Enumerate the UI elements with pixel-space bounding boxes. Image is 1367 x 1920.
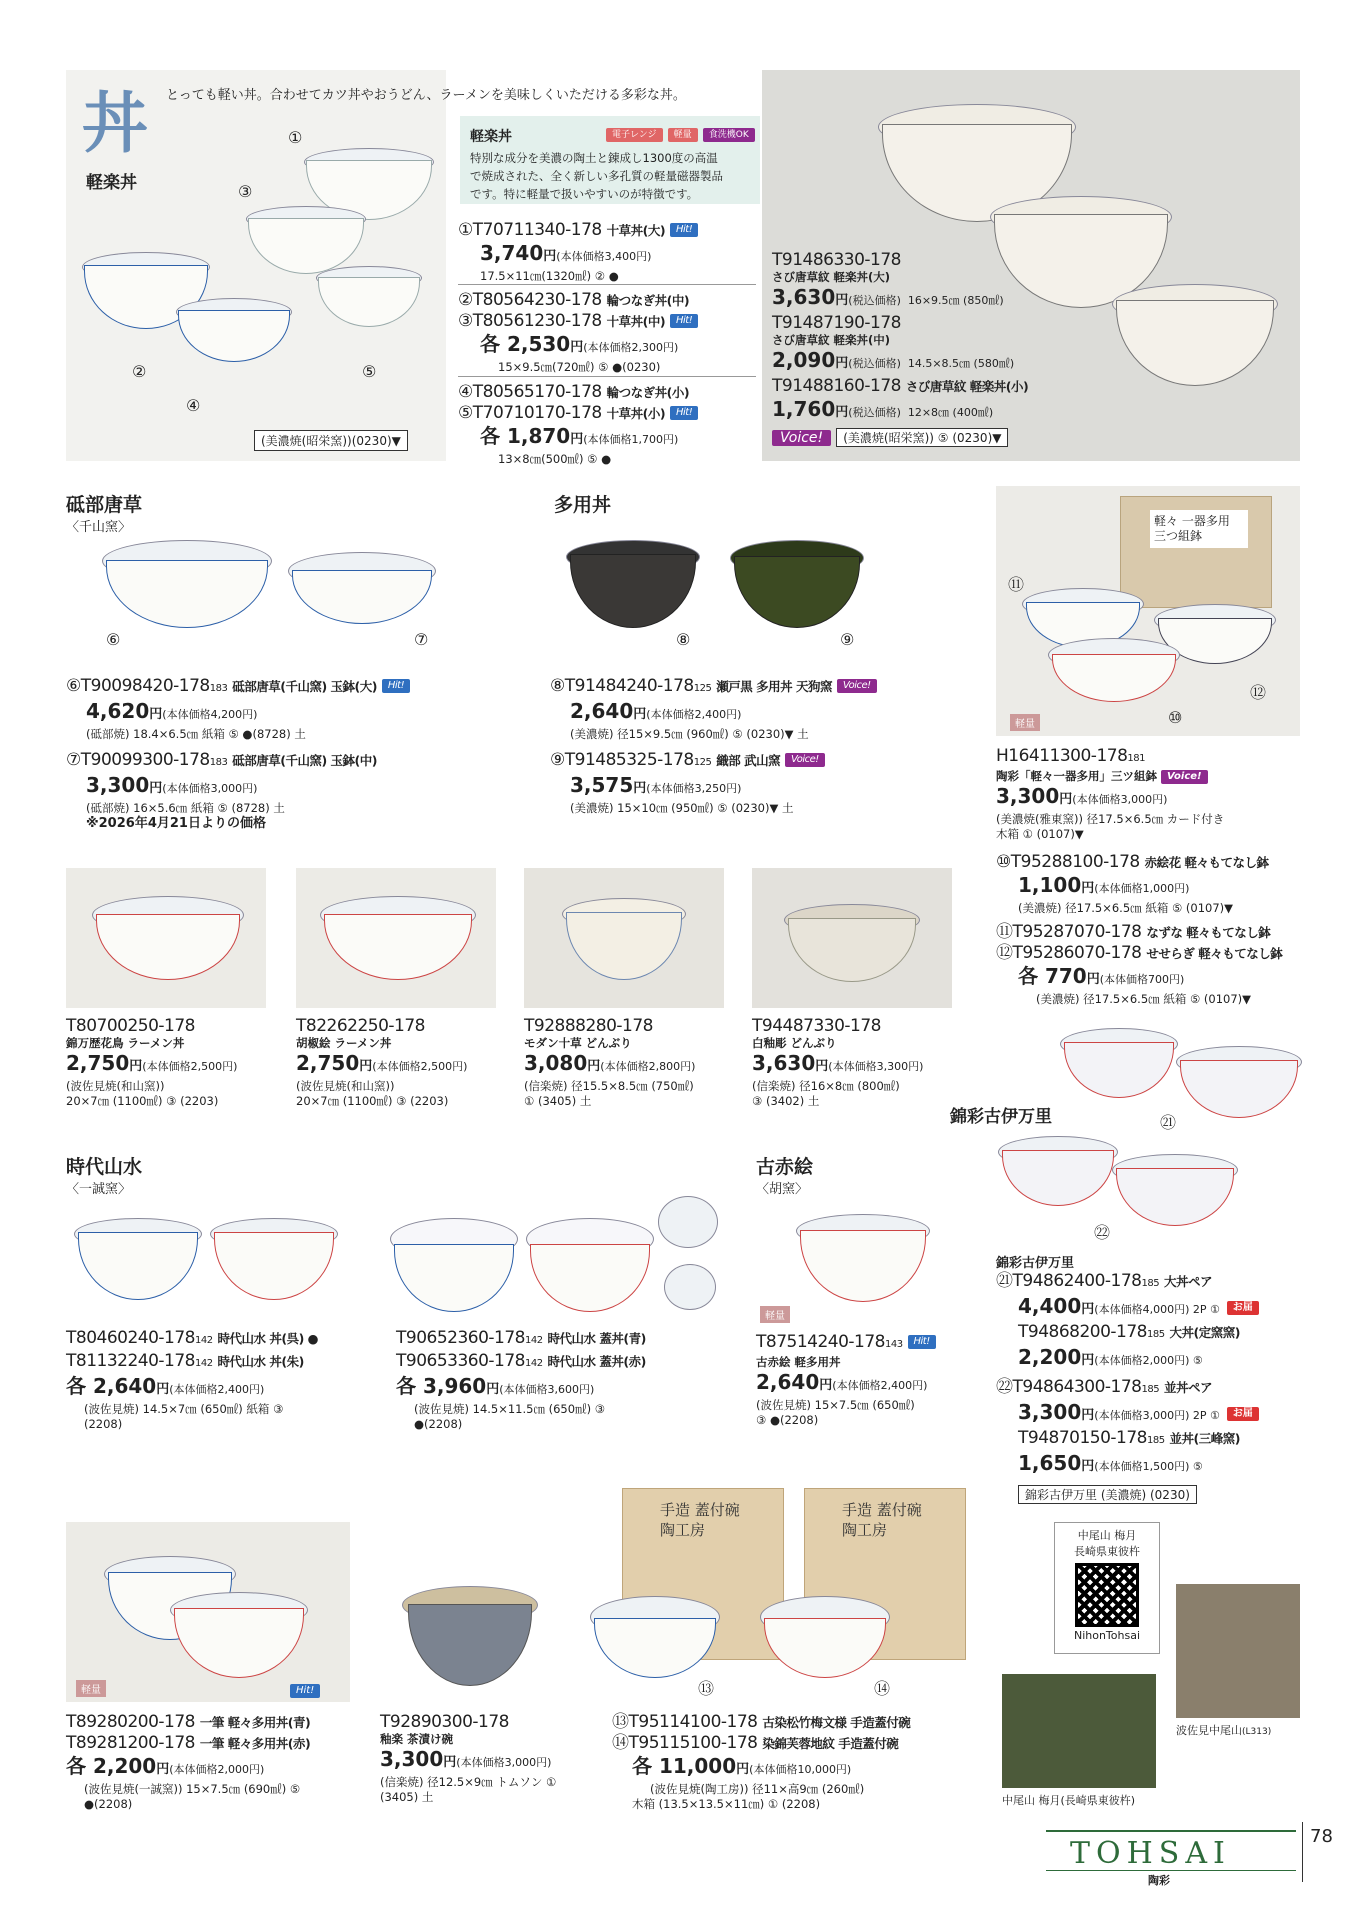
product-code: ⑫T95286070-178 — [996, 943, 1142, 963]
product-price: 3,300 — [86, 773, 150, 797]
hit-badge: Hit! — [670, 314, 698, 328]
photo-caption: 中尾山 梅月(長崎県東彼杵) — [1002, 1794, 1136, 1807]
item-number: ⑧ — [676, 630, 691, 649]
footer-rule — [1046, 1870, 1296, 1871]
catalog-number: 185 — [1141, 1278, 1160, 1289]
section-title: 錦彩古伊万里 — [950, 1107, 1052, 1127]
product-name: 陶彩「軽々一器多用」三ツ組鉢 — [996, 769, 1157, 783]
item-number: ㉒ — [1094, 1223, 1111, 1242]
product-detail: (波佐見焼) 14.5×7㎝ (650㎖) 紙箱 ③ — [84, 1402, 284, 1416]
hit-badge: Hit! — [670, 406, 698, 420]
product-price: 各 2,530 — [480, 332, 571, 356]
hit-badge: Hit! — [382, 679, 410, 693]
product-price: 各 2,640 — [66, 1374, 157, 1398]
item-number: ⑥ — [106, 630, 121, 649]
product-name: 並丼(三峰窯) — [1169, 1431, 1240, 1446]
caption-text: 波佐見中尾山 — [1176, 1724, 1242, 1737]
product-name: 染錦芙蓉地紋 手造蓋付碗 — [762, 1736, 899, 1751]
brand-logo-sub: 陶彩 — [1148, 1874, 1170, 1887]
product-price: 3,740 — [480, 241, 544, 265]
product-detail: (美濃焼) 径17.5×6.5㎝ 紙箱 ⑤ (0107)▼ — [1018, 901, 1234, 915]
product-code: T89280200-178 — [66, 1712, 195, 1732]
product-detail: (信楽焼) 径16×8㎝ (800㎖) — [752, 1079, 900, 1093]
product-price: 2,090 — [772, 348, 836, 372]
section-title: 砥部唐草 — [66, 494, 143, 516]
product-entry: T87514240-178143 Hit! 古赤絵 軽多用丼 2,640円(本体価格2,400円) (波佐見焼) 15×7.5㎝ (650㎖) ③ ●(2208) — [756, 1332, 936, 1428]
product-detail: (3405) 土 — [380, 1790, 434, 1804]
hit-badge: Hit! — [908, 1335, 936, 1349]
product-name: 並丼ペア — [1164, 1380, 1213, 1395]
product-entry: T89280200-178 一筆 軽々多用丼(青) T89281200-178 一筆 軽々多用丼(赤) 各 2,200円(本体価格2,000円) (波佐見焼(一誠窯)) 15×7.5㎝ (690㎖) ⑤ ●(2208) — [66, 1712, 311, 1811]
footer-rule — [1046, 1830, 1296, 1832]
info-tags — [606, 124, 755, 143]
product-detail: (波佐見焼(陶工房)) 径11×高9㎝ (260㎖) — [650, 1782, 865, 1796]
box-label: 手造 蓋付碗 陶工房 — [842, 1501, 922, 1539]
catalog-number: 183 — [209, 757, 228, 768]
page-number: 78 — [1310, 1826, 1333, 1847]
product-code: T92888280-178 — [524, 1016, 653, 1036]
product-detail: (美濃焼) 径15×9.5㎝ (960㎖) ⑤ (0230)▼ 土 — [570, 727, 809, 741]
series-label: 錦彩古伊万里 — [996, 1256, 1075, 1271]
product-name: 白釉彫 どんぶり — [752, 1036, 837, 1050]
product-price: 2,640 — [756, 1370, 820, 1394]
product-name: 時代山水 丼(朱) — [217, 1354, 304, 1369]
voice-badge: Voice! — [1161, 770, 1208, 784]
tax-note: (税込価格) — [848, 406, 901, 419]
catalog-number: 181 — [1127, 753, 1145, 764]
page-divider — [1302, 1822, 1303, 1882]
tax-note: (本体価格2,500円) — [372, 1060, 468, 1073]
brand-logo: TOHSAI — [1070, 1836, 1231, 1871]
microwave-tag: 電子レンジ — [606, 128, 663, 142]
product-price: 各 770 — [1018, 964, 1087, 988]
section-subtitle: 〈胡窯〉 — [756, 1182, 809, 1197]
bowl-illustration — [394, 1244, 514, 1312]
product-detail: (波佐見焼(和山窯)) — [296, 1079, 395, 1093]
product-code: ⑪T95287070-178 — [996, 922, 1142, 942]
bowl-illustration — [800, 1230, 926, 1302]
maker-box: (美濃焼(昭栄窯))(0230)▼ — [254, 430, 408, 451]
section-title: 多用丼 — [554, 494, 612, 516]
product-detail: (美濃焼(雅東窯)) 径17.5×6.5㎝ カード付き — [996, 812, 1225, 826]
light-badge: 軽量 — [76, 1680, 106, 1697]
product-entry: T94487330-178 白釉彫 どんぶり 3,630円(本体価格3,300円) (信楽焼) 径16×8㎝ (800㎖) ③ (3402) 土 — [752, 1016, 924, 1108]
product-name: 釉楽 茶漬け碗 — [380, 1732, 454, 1746]
product-entry: ②T80564230-178 輪つなぎ丼(中) ③T80561230-178 十草丼(中) Hit! 各 2,530円(本体価格2,300円) 15×9.5㎝(720㎖) ⑤ ●(0230) — [458, 290, 698, 375]
don-label: 軽楽丼 — [86, 173, 137, 193]
product-name: 時代山水 蓋丼(赤) — [547, 1354, 646, 1369]
dishwasher-tag: 食洗機OK — [703, 128, 755, 142]
tax-note: (本体価格2,500円) — [142, 1060, 238, 1073]
product-name: 錦万歴花鳥 ラーメン丼 — [66, 1036, 185, 1050]
product-code: T94870150-178 — [1018, 1428, 1147, 1448]
product-code: ⑦T90099300-178 — [66, 750, 210, 770]
product-code: T81132240-178 — [66, 1351, 195, 1371]
catalog-number: 183 — [209, 683, 228, 694]
product-name: 十草丼(中) — [606, 314, 666, 329]
product-detail: (砥部焼) 18.4×6.5㎝ 紙箱 ⑤ ●(8728) 土 — [86, 727, 306, 741]
product-price: 3,300 — [996, 784, 1060, 808]
don-kanji: 丼 — [82, 84, 148, 162]
product-code: T90653360-178 — [396, 1351, 525, 1371]
voice-badge: Voice! — [837, 679, 877, 693]
product-name: 織部 武山窯 — [716, 753, 781, 768]
product-price: 2,640 — [570, 699, 634, 723]
qr-title: 長崎県東彼杵 — [1074, 1545, 1140, 1558]
tax-note: (本体価格1,500円) ⑤ — [1094, 1460, 1203, 1473]
product-name: 砥部唐草(千山窯) 玉鉢(大) — [232, 679, 377, 694]
light-tag: 軽量 — [668, 128, 698, 142]
tax-note: (本体価格3,000円) — [456, 1756, 552, 1769]
product-entry: ④T80565170-178 輪つなぎ丼(小) ⑤T70710170-178 十草丼(小) Hit! 各 1,870円(本体価格1,700円) 13×8㎝(500㎖) ⑤ ● — [458, 382, 698, 467]
product-detail: 17.5×11㎝(1320㎖) ② ● — [480, 269, 619, 283]
product-price: 2,750 — [66, 1051, 130, 1075]
box-label: 軽々 一器多用 三つ組鉢 — [1150, 510, 1248, 548]
tax-note: (本体価格3,400円) — [556, 250, 652, 263]
product-code: ⑤T70710170-178 — [458, 403, 602, 423]
hit-badge: Hit! — [670, 223, 698, 237]
catalog-number: 185 — [1147, 1435, 1165, 1446]
product-detail: (波佐見焼) 15×7.5㎝ (650㎖) — [756, 1398, 915, 1412]
tax-note: (本体価格2,000円) ⑤ — [1094, 1354, 1203, 1367]
caption-ref: (L313) — [1242, 1727, 1272, 1737]
product-code: ③T80561230-178 — [458, 311, 602, 331]
tax-note: (本体価格3,000円) — [1072, 793, 1168, 806]
product-code: T91487190-178 — [772, 313, 901, 333]
product-price: 4,400 — [1018, 1294, 1082, 1318]
product-detail: (美濃焼) 径17.5×6.5㎝ 紙箱 ⑤ (0107)▼ — [1036, 992, 1252, 1006]
product-name: 時代山水 蓋丼(青) — [547, 1331, 646, 1346]
product-entry: T80460240-178142 時代山水 丼(呉) ● T81132240-178142 時代山水 丼(朱) 各 2,640円(本体価格2,400円) (波佐見焼) 14.5×7㎝ (650㎖) 紙箱 ③ (2208) — [66, 1328, 319, 1431]
product-detail: (2208) — [84, 1417, 123, 1431]
product-code: ⑥T90098420-178 — [66, 676, 210, 696]
product-entry: ⑦T90099300-178183 砥部唐草(千山窯) 玉鉢(中) 3,300円(本体価格3,000円) (砥部焼) 16×5.6㎝ 紙箱 ⑤ (8728) 土 ※2026年4月21日よりの価格 — [66, 750, 377, 831]
info-text: で焼成された、全く新しい多孔質の軽量磁器製品 — [470, 169, 723, 183]
product-detail: 20×7㎝ (1100㎖) ③ (2203) — [296, 1094, 449, 1108]
bowl-illustration — [292, 570, 432, 624]
tax-note: (本体価格3,300円) — [828, 1060, 924, 1073]
item-number: ③ — [238, 182, 253, 201]
bowl-illustration — [1180, 1060, 1298, 1118]
delivery-badge: お届 — [1227, 1301, 1259, 1315]
tax-note: (本体価格1,000円) — [1094, 882, 1190, 895]
tax-note: (本体価格2,400円) — [169, 1383, 265, 1396]
product-price: 1,760 — [772, 397, 836, 421]
item-number: ② — [132, 362, 147, 381]
bowl-illustration — [1116, 1168, 1234, 1226]
product-detail: 木箱 ① (0107)▼ — [996, 827, 1084, 841]
product-detail: ●(2208) — [84, 1797, 133, 1811]
product-code: ①T70711340-178 — [458, 220, 602, 240]
product-name: 十草丼(小) — [606, 406, 666, 421]
product-price: 3,080 — [524, 1051, 588, 1075]
qr-panel — [1054, 1522, 1160, 1654]
maker-box: 錦彩古伊万里 (美濃焼) (0230) — [1018, 1485, 1197, 1504]
product-price: 3,300 — [1018, 1400, 1082, 1424]
product-code: T89281200-178 — [66, 1733, 195, 1753]
price-note: ※2026年4月21日よりの価格 — [86, 816, 266, 831]
product-name: 輪つなぎ丼(小) — [606, 385, 690, 400]
catalog-number: 142 — [195, 1358, 213, 1369]
item-number: ⑨ — [840, 630, 855, 649]
product-name: 時代山水 丼(呉) ● — [217, 1331, 319, 1346]
product-price: 1,100 — [1018, 873, 1082, 897]
tax-note: (本体価格2,000円) — [169, 1763, 265, 1776]
item-number: ⑩ — [1168, 708, 1183, 727]
catalog-number: 143 — [885, 1339, 903, 1350]
product-entry: ⑧T91484240-178125 瀬戸黒 多用丼 天狗窯 Voice! 2,640円(本体価格2,400円) (美濃焼) 径15×9.5㎝ (960㎖) ⑤ (0230)▼ 土 — [550, 676, 877, 742]
product-code: T82262250-178 — [296, 1016, 425, 1036]
product-price: 3,575 — [570, 773, 634, 797]
product-entry: ⑬T95114100-178 古染松竹梅文様 手造蓋付碗 ⑭T95115100-178 染錦芙蓉地紋 手造蓋付碗 各 11,000円(本体価格10,000円) (波佐見焼(陶工房)) 径11×高9㎝ (260㎖) 木箱 (13.5×13.5×11㎝) ① (2208) — [612, 1712, 911, 1811]
bowl-illustration — [658, 1196, 718, 1248]
product-price: 3,630 — [772, 285, 836, 309]
product-code: T94487330-178 — [752, 1016, 881, 1036]
item-number: ⑪ — [1008, 575, 1025, 594]
product-entry: ⑪T95287070-178 なずな 軽々もてなし鉢 ⑫T95286070-178 せせらぎ 軽々もてなし鉢 各 770円(本体価格700円) (美濃焼) 径17.5×6.5㎝ 紙箱 ⑤ (0107)▼ — [996, 922, 1283, 1006]
product-price: 2,750 — [296, 1051, 360, 1075]
delivery-badge: お届 — [1227, 1407, 1259, 1421]
product-code: ㉒T94864300-178 — [996, 1377, 1142, 1397]
tax-note: (本体価格3,000円) — [162, 782, 258, 795]
product-name: 大丼ペア — [1164, 1274, 1213, 1289]
product-detail: ③ ●(2208) — [756, 1413, 819, 1427]
product-code: ⑨T91485325-178 — [550, 750, 694, 770]
tax-note: (本体価格700円) — [1099, 973, 1185, 986]
item-number: ⑬ — [698, 1679, 715, 1698]
item-number: ⑤ — [362, 362, 377, 381]
catalog-number: 185 — [1141, 1384, 1160, 1395]
tax-note: (本体価格4,200円) — [162, 708, 258, 721]
section-title: 時代山水 — [66, 1156, 143, 1178]
product-code: T92890300-178 — [380, 1712, 509, 1732]
product-code: T90652360-178 — [396, 1328, 525, 1348]
product-entry: ①T70711340-178 十草丼(大) Hit! 3,740円(本体価格3,400円) 17.5×11㎝(1320㎖) ② ● — [458, 220, 698, 284]
product-code: ④T80565170-178 — [458, 382, 602, 402]
landscape-photo — [1176, 1584, 1300, 1718]
bowl-illustration — [734, 556, 860, 628]
divider — [458, 376, 756, 377]
item-number: ① — [288, 128, 303, 147]
don-intro: とっても軽い丼。合わせてカツ丼やおうどん、ラーメンを美味しくいただける多彩な丼。 — [166, 88, 686, 103]
section-subtitle: 〈千山窯〉 — [66, 520, 132, 535]
product-detail: ③ (3402) 土 — [752, 1094, 820, 1108]
tax-note: (本体価格3,000円) 2P ① — [1094, 1409, 1220, 1422]
tax-note: (本体価格3,250円) — [646, 782, 742, 795]
product-price: 2,200 — [1018, 1345, 1082, 1369]
bowl-illustration — [594, 1618, 716, 1678]
product-code: ㉑T94862400-178 — [996, 1271, 1142, 1291]
product-price: 各 3,960 — [396, 1374, 487, 1398]
catalog-number: 125 — [693, 757, 712, 768]
product-code: H16411300-178 — [996, 746, 1128, 766]
product-entry: T80700250-178 錦万歴花鳥 ラーメン丼 2,750円(本体価格2,500円) (波佐見焼(和山窯)) 20×7㎝ (1100㎖) ③ (2203) — [66, 1016, 238, 1108]
product-name: 古赤絵 軽多用丼 — [756, 1355, 841, 1369]
product-entry: T91486330-178 さび唐草紋 軽楽丼(大) 3,630円(税込価格) 16×9.5㎝ (850㎖) T91487190-178 さび唐草紋 軽楽丼(中) 2,090円(税込価格) 14.5×8.5㎝ (580㎖) T91488160-178 さび唐草紋 軽楽丼(小) 1,760円(税込価格) 12×8㎝ (400㎖) Voice! (美濃焼(昭栄窯)) ⑤ (0230)▼ — [772, 250, 1029, 446]
bowl-illustration — [106, 560, 268, 628]
product-name: 瀬戸黒 多用丼 天狗窯 — [716, 679, 832, 694]
product-code: T87514240-178 — [756, 1332, 885, 1352]
product-code: ②T80564230-178 — [458, 290, 602, 310]
product-name: 古染松竹梅文様 手造蓋付碗 — [762, 1715, 911, 1730]
product-entry: T92888280-178 モダン十草 どんぶり 3,080円(本体価格2,800円) (信楽焼) 径15.5×8.5㎝ (750㎖) ① (3405) 土 — [524, 1016, 696, 1108]
product-name: 砥部唐草(千山窯) 玉鉢(中) — [232, 753, 377, 768]
photo-caption — [1176, 1722, 1271, 1738]
item-number: ⑫ — [1250, 683, 1267, 702]
info-text: 特別な成分を美濃の陶土と錬成し1300度の高温 — [470, 151, 718, 165]
product-code: ⑭T95115100-178 — [612, 1733, 758, 1753]
product-detail: ① (3405) 土 — [524, 1094, 592, 1108]
item-number: ⑭ — [874, 1679, 891, 1698]
bowl-illustration — [1002, 1150, 1114, 1206]
product-name: 赤絵花 軽々もてなし鉢 — [1144, 855, 1269, 870]
product-entry: 錦彩古伊万里 ㉑T94862400-178185 大丼ペア 4,400円(本体価格4,000円) 2P ① お届 T94868200-178185 大丼(定窯窯) 2,200円(本体価格2,000円) ⑤ ㉒T94864300-178185 並丼ペア 3,300円(本体価格3,000円) 2P ① お届 T94870150-178185 並丼(三峰窯) 1,650円(本体価格1,500円) ⑤ 錦彩古伊万里 (美濃焼) (0230) — [996, 1256, 1259, 1504]
tax-note: (本体価格2,400円) — [646, 708, 742, 721]
product-detail: (信楽焼) 径12.5×9㎝ トムソン ① — [380, 1775, 557, 1789]
tax-note: (本体価格3,600円) — [499, 1383, 595, 1396]
catalog-number: 142 — [195, 1335, 213, 1346]
product-entry: H16411300-178181 陶彩「軽々一器多用」三ツ組鉢 Voice! 3,300円(本体価格3,000円) (美濃焼(雅東窯)) 径17.5×6.5㎝ カード付き 木箱 ① (0107)▼ — [996, 746, 1225, 841]
voice-badge: Voice! — [772, 430, 831, 446]
product-name: せせらぎ 軽々もてなし鉢 — [1146, 946, 1283, 961]
product-entry: ⑨T91485325-178125 織部 武山窯 Voice! 3,575円(本体価格3,250円) (美濃焼) 15×10㎝ (950㎖) ⑤ (0230)▼ 土 — [550, 750, 825, 816]
product-detail: 12×8㎝ (400㎖) — [907, 406, 994, 419]
product-price: 1,650 — [1018, 1451, 1082, 1475]
maker-box: (美濃焼(昭栄窯)) ⑤ (0230)▼ — [836, 428, 1008, 447]
qr-code-icon[interactable] — [1075, 1563, 1139, 1627]
product-detail: 16×9.5㎝ (850㎖) — [907, 294, 1004, 307]
product-price: 3,300 — [380, 1747, 444, 1771]
bowl-illustration — [408, 1604, 532, 1686]
bowl-illustration — [214, 1232, 334, 1300]
product-entry: T82262250-178 胡椒絵 ラーメン丼 2,750円(本体価格2,500円) (波佐見焼(和山窯)) 20×7㎝ (1100㎖) ③ (2203) — [296, 1016, 468, 1108]
product-detail: 13×8㎝(500㎖) ⑤ ● — [498, 452, 612, 466]
product-entry: ⑩T95288100-178 赤絵花 軽々もてなし鉢 1,100円(本体価格1,000円) (美濃焼) 径17.5×6.5㎝ 紙箱 ⑤ (0107)▼ — [996, 852, 1269, 915]
tax-note: (本体価格4,000円) 2P ① — [1094, 1303, 1220, 1316]
product-name: さび唐草紋 軽楽丼(中) — [772, 333, 891, 347]
product-name: モダン十草 どんぶり — [524, 1036, 632, 1050]
product-price: 各 1,870 — [480, 424, 571, 448]
product-code: T80460240-178 — [66, 1328, 195, 1348]
voice-badge: Voice! — [785, 753, 825, 767]
product-name: 十草丼(大) — [606, 223, 666, 238]
qr-title: 中尾山 梅月 — [1077, 1529, 1137, 1542]
product-name: 輪つなぎ丼(中) — [606, 293, 690, 308]
qr-brand: NihonTohsai — [1073, 1629, 1141, 1642]
light-badge: 軽量 — [1010, 714, 1040, 731]
product-name: 一筆 軽々多用丼(青) — [199, 1715, 311, 1730]
item-number: ㉑ — [1160, 1113, 1177, 1132]
product-price: 各 2,200 — [66, 1754, 157, 1778]
product-price: 4,620 — [86, 699, 150, 723]
tax-note: (本体価格2,300円) — [583, 341, 679, 354]
product-code: T91488160-178 — [772, 376, 901, 396]
tax-note: (本体価格10,000円) — [749, 1763, 852, 1776]
bowl-illustration — [570, 554, 696, 628]
product-name: 大丼(定窯窯) — [1169, 1325, 1240, 1340]
info-text: です。特に軽量で扱いやすいのが特徴です。 — [470, 187, 699, 201]
bowl-illustration — [764, 1618, 886, 1678]
product-name: さび唐草紋 軽楽丼(大) — [772, 270, 891, 284]
product-code: ⑩T95288100-178 — [996, 852, 1140, 872]
tax-note: (本体価格1,700円) — [583, 433, 679, 446]
hit-badge: Hit! — [290, 1684, 320, 1698]
product-detail: (信楽焼) 径15.5×8.5㎝ (750㎖) — [524, 1079, 694, 1093]
catalog-number: 142 — [525, 1335, 543, 1346]
product-detail: (波佐見焼(和山窯)) — [66, 1079, 165, 1093]
product-detail: 20×7㎝ (1100㎖) ③ (2203) — [66, 1094, 219, 1108]
product-name: 胡椒絵 ラーメン丼 — [296, 1036, 392, 1050]
divider — [458, 284, 756, 285]
catalog-number: 125 — [693, 683, 712, 694]
product-detail: (波佐見焼(一誠窯)) 15×7.5㎝ (690㎖) ⑤ — [84, 1782, 301, 1796]
waterfall-photo — [1002, 1674, 1156, 1788]
section-subtitle: 〈一誠窯〉 — [66, 1182, 132, 1197]
product-code: T91486330-178 — [772, 250, 901, 270]
product-detail: (砥部焼) 16×5.6㎝ 紙箱 ⑤ (8728) 土 — [86, 801, 285, 815]
item-number: ④ — [186, 396, 201, 415]
tax-note: (税込価格) — [848, 357, 901, 370]
product-detail: 15×9.5㎝(720㎖) ⑤ ●(0230) — [498, 360, 661, 374]
product-detail: (美濃焼) 15×10㎝ (950㎖) ⑤ (0230)▼ 土 — [570, 801, 794, 815]
product-name: 一筆 軽々多用丼(赤) — [199, 1736, 311, 1751]
bowl-illustration — [1064, 1042, 1174, 1098]
product-code: ⑬T95114100-178 — [612, 1712, 758, 1732]
item-number: ⑦ — [414, 630, 429, 649]
product-code: ⑧T91484240-178 — [550, 676, 694, 696]
section-title: 古赤絵 — [756, 1156, 814, 1178]
bowl-illustration — [78, 1232, 198, 1300]
box-label: 手造 蓋付碗 陶工房 — [660, 1501, 740, 1539]
catalog-number: 185 — [1147, 1329, 1165, 1340]
product-detail: (波佐見焼) 14.5×11.5㎝ (650㎖) ③ — [414, 1402, 606, 1416]
product-price: 各 11,000 — [632, 1754, 737, 1778]
product-code: T94868200-178 — [1018, 1322, 1147, 1342]
bowl-illustration — [530, 1244, 650, 1312]
info-title: 軽楽丼 — [470, 129, 512, 145]
product-entry: T92890300-178 釉楽 茶漬け碗 3,300円(本体価格3,000円) (信楽焼) 径12.5×9㎝ トムソン ① (3405) 土 — [380, 1712, 557, 1804]
product-name: なずな 軽々もてなし鉢 — [1146, 925, 1271, 940]
product-price: 3,630 — [752, 1051, 816, 1075]
product-name: さび唐草紋 軽楽丼(小) — [905, 379, 1029, 394]
light-badge: 軽量 — [760, 1306, 790, 1323]
product-detail: ●(2208) — [414, 1417, 463, 1431]
bowl-illustration — [664, 1264, 716, 1310]
product-code: T80700250-178 — [66, 1016, 195, 1036]
tax-note: (本体価格2,400円) — [832, 1379, 928, 1392]
tax-note: (本体価格2,800円) — [600, 1060, 696, 1073]
product-detail: 木箱 (13.5×13.5×11㎝) ① (2208) — [632, 1797, 821, 1811]
catalog-number: 142 — [525, 1358, 543, 1369]
product-entry: T90652360-178142 時代山水 蓋丼(青) T90653360-178142 時代山水 蓋丼(赤) 各 3,960円(本体価格3,600円) (波佐見焼) 14.5×11.5㎝ (650㎖) ③ ●(2208) — [396, 1328, 646, 1431]
product-detail: 14.5×8.5㎝ (580㎖) — [907, 357, 1015, 370]
product-entry: ⑥T90098420-178183 砥部唐草(千山窯) 玉鉢(大) Hit! 4,620円(本体価格4,200円) (砥部焼) 18.4×6.5㎝ 紙箱 ⑤ ●(8728) 土 — [66, 676, 410, 742]
tax-note: (税込価格) — [848, 294, 901, 307]
